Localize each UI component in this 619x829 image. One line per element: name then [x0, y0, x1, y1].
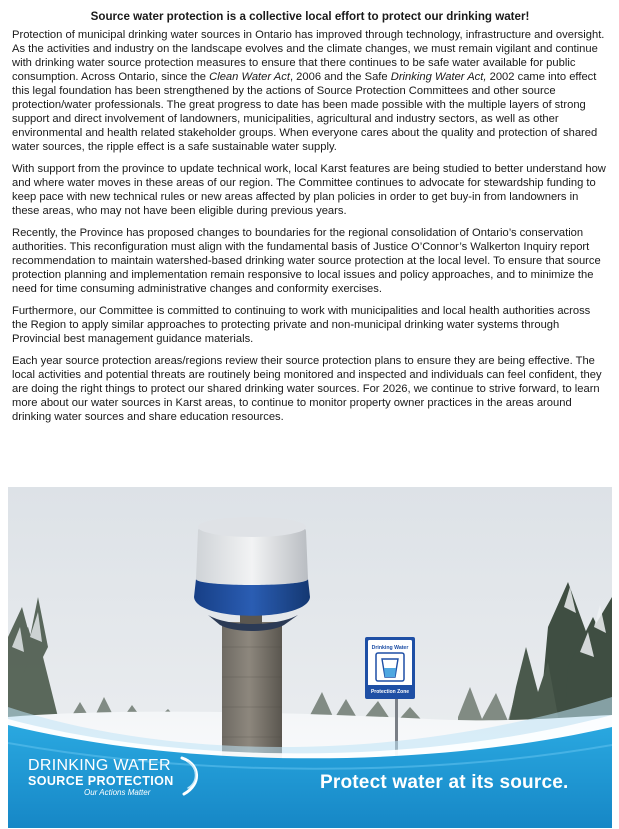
paragraph-5: Each year source protection areas/regions review their source protection plans to ensure they are being effective. The local activities and potential threats are routinely being monitored and inspected and individuals can feel confident, they are doing the right things to protect our shared drinking water sources. For 2026, we continue to strive forward, to learn more about our water sources in Karst areas, to continue to monitor property owner practices in the areas around drinking water sources and share education resources.	[12, 355, 602, 423]
paragraph-1-part-a: Protection of municipal drinking water sources in Ontario has improved through technology, infrastructure and oversight. As the activities and industry on the landscape evolves and the climate changes, we must remain vigilant and continue with drinking water source protection measures to ensure that there continues to be safe water available for public consumption. Across Ontario, since the	[12, 29, 605, 83]
banner-slogan: Protect water at its source.	[320, 772, 569, 793]
article-text	[12, 10, 608, 432]
logo-swoosh-icon	[178, 756, 204, 796]
paragraph-2: With support from the province to update technical work, local Karst features are being studied to better understand how and where water moves in these areas of our region. The Committee continues to advocate for stewardship funding to keep pace with new technical rules or new areas affected by plan policies in order to get buy-in from landowners in these areas, who may not have been eligible during previous years.	[12, 163, 606, 217]
paragraph-1	[12, 28, 608, 154]
sign-bottom-text: Protection Zone	[370, 689, 410, 695]
drinking-water-source-protection-logo	[28, 758, 208, 802]
paragraph-4: Furthermore, our Committee is committed to continuing to work with municipalities and local health authorities across the Region to apply similar approaches to protecting private and non-municipal drinking water systems through Provincial best management guidance materials.	[12, 305, 591, 345]
clean-water-act-title: Clean Water Act	[209, 71, 290, 83]
sign-top-text: Drinking Water	[371, 645, 409, 651]
logo-line-1: DRINKING WATER	[28, 757, 171, 774]
logo-tagline: Our Actions Matter	[84, 788, 151, 797]
article-heading: Source water protection is a collective local effort to protect our drinking water!	[90, 10, 530, 23]
paragraph-3: Recently, the Province has proposed changes to boundaries for the regional consolidation of Ontario’s conservation authorities. This reconfiguration must align with the fundamental basis of Justice O’Connor’s Walkerton Inquiry report recommendation to maintain watershed-based drinking water source protection at the local level. To ensure that source protection planning and implementation remain responsive to local issues and policy approaches, and to minimize the need for time consuming administrative changes and conformity exercises.	[12, 227, 601, 295]
safe-drinking-water-act-title: Drinking Water Act,	[390, 71, 487, 83]
paragraph-1-part-b: , 2006 and the Safe	[289, 71, 391, 83]
paragraph-1-part-c: 2002 came into effect this legal foundation has been strengthened by the actions of Source Protection Committees and other source protection/water professionals. The great progress to date has been made possible with the multiple layers of strong support and direct involvement of landowners, municipalities, agricultural and industry sectors, as well as other environmental and health related stakeholder groups. When everyone cares about the quality and protection of shared water sources, the ripple effect is a safe sustainable water supply.	[12, 71, 598, 153]
logo-line-2: SOURCE PROTECTION	[28, 774, 174, 788]
